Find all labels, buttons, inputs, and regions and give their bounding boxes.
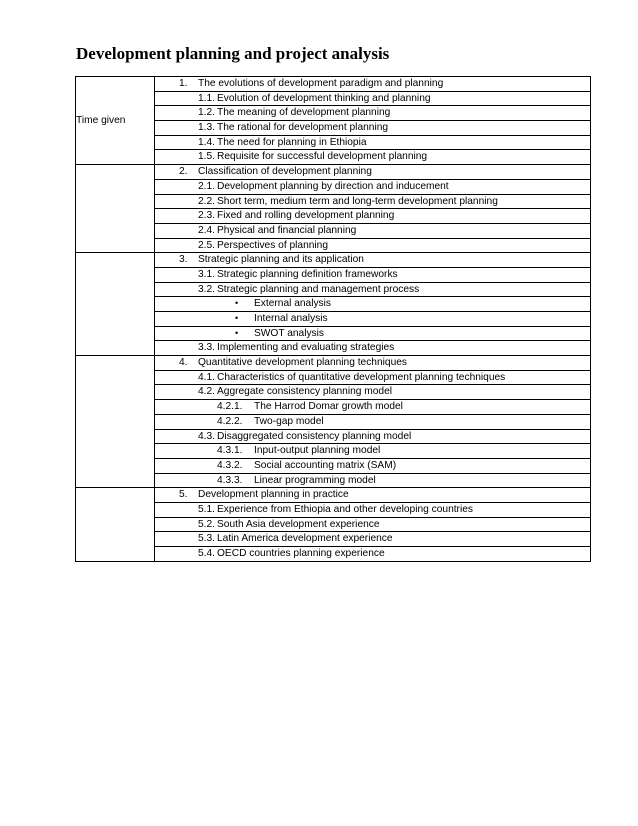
item-number: 3. <box>179 254 188 266</box>
item-text: Quantitative development planning techniques <box>198 357 407 369</box>
item-number: 2.1. <box>198 180 215 192</box>
outline-item <box>155 429 591 444</box>
item-text: Strategic planning and its application <box>198 254 364 266</box>
outline-item <box>155 150 591 165</box>
item-number: 4. <box>179 357 188 369</box>
item-text: Classification of development planning <box>198 166 372 178</box>
outline-item <box>155 209 591 224</box>
item-number: 5.1. <box>198 503 215 515</box>
item-text: Requisite for successful development planning <box>217 151 428 163</box>
item-text: Social accounting matrix (SAM) <box>254 459 397 471</box>
time-given-cell <box>76 77 155 165</box>
outline-item <box>155 502 591 517</box>
outline-item <box>155 488 591 503</box>
item-text: Perspectives of planning <box>217 239 328 251</box>
outline-item <box>155 400 591 415</box>
outline-item <box>155 121 591 136</box>
item-text: The meaning of development planning <box>217 107 391 119</box>
item-number: 1.2. <box>198 107 215 119</box>
item-text: Latin America development experience <box>217 533 393 545</box>
outline-item <box>155 473 591 488</box>
outline-item <box>155 135 591 150</box>
outline-item <box>155 223 591 238</box>
item-text: Short term, medium term and long-term development planning <box>217 195 498 207</box>
item-text: OECD countries planning experience <box>217 548 385 559</box>
item-text: Aggregate consistency planning model <box>217 386 392 398</box>
item-text: Disaggregated consistency planning model <box>217 430 412 442</box>
outline-row <box>76 356 591 371</box>
item-number: 2.3. <box>198 210 215 222</box>
outline-item <box>155 91 591 106</box>
outline-item <box>155 532 591 547</box>
item-number: 5.4. <box>198 548 215 559</box>
outline-item <box>155 253 591 268</box>
item-number: 1.1. <box>198 92 215 104</box>
outline-item <box>155 385 591 400</box>
outline-item <box>155 414 591 429</box>
item-number: 4.2.2. <box>217 415 243 427</box>
outline-item <box>155 458 591 473</box>
item-text: Implementing and evaluating strategies <box>217 342 395 354</box>
outline-item <box>155 517 591 532</box>
item-text: South Asia development experience <box>217 518 380 530</box>
item-number: 2.2. <box>198 195 215 207</box>
outline-row <box>76 77 591 92</box>
item-text: The evolutions of development paradigm and planning <box>198 78 444 89</box>
time-given-cell <box>76 488 155 561</box>
page-title: Development planning and project analysis <box>76 44 390 63</box>
item-text: The rational for development planning <box>217 122 389 134</box>
item-text: The Harrod Domar growth model <box>254 401 403 413</box>
item-number: 4.1. <box>198 371 215 383</box>
outline-item <box>155 547 591 562</box>
outline-item <box>155 194 591 209</box>
item-number: 3.3. <box>198 342 215 354</box>
item-number: 4.2. <box>198 386 215 398</box>
item-text: Fixed and rolling development planning <box>217 210 395 222</box>
item-number: 4.3.1. <box>217 445 243 457</box>
item-text: Internal analysis <box>254 313 328 324</box>
item-number: 4.3.2. <box>217 459 243 471</box>
bullet-marker: • <box>235 327 239 338</box>
item-text: Development planning in practice <box>198 489 349 501</box>
item-text: The need for planning in Ethiopia <box>217 136 367 148</box>
outline-item <box>155 282 591 297</box>
item-text: Physical and financial planning <box>217 224 357 236</box>
item-number: 2. <box>179 166 188 178</box>
item-text: Two-gap model <box>254 415 324 427</box>
item-number: 2.5. <box>198 239 215 251</box>
item-number: 1. <box>179 78 188 89</box>
time-given-label: Time given <box>76 114 126 126</box>
outline-item <box>155 444 591 459</box>
item-number: 1.3. <box>198 122 215 134</box>
item-text: SWOT analysis <box>254 327 325 339</box>
outline-item <box>155 326 591 341</box>
outline-row <box>76 165 591 180</box>
outline-item <box>155 341 591 356</box>
course-outline-table <box>75 76 591 562</box>
item-text: Strategic planning and management process <box>217 283 420 295</box>
item-text: Experience from Ethiopia and other developing countries <box>217 503 473 515</box>
item-text: Input-output planning model <box>254 445 381 457</box>
outline-item <box>155 267 591 282</box>
item-number: 5.2. <box>198 518 215 530</box>
item-number: 4.3.3. <box>217 474 243 486</box>
item-number: 1.4. <box>198 136 215 148</box>
outline-item <box>155 238 591 253</box>
item-number: 3.2. <box>198 283 215 295</box>
outline-item <box>155 370 591 385</box>
item-number: 2.4. <box>198 224 215 236</box>
item-text: External analysis <box>254 298 332 310</box>
outline-row <box>76 488 591 503</box>
time-given-cell <box>76 253 155 356</box>
outline-body <box>76 77 591 562</box>
item-number: 3.1. <box>198 268 215 280</box>
outline-item <box>155 297 591 312</box>
item-number: 4.3. <box>198 430 215 442</box>
bullet-marker: • <box>235 298 239 309</box>
outline-item <box>155 356 591 371</box>
outline-item <box>155 165 591 180</box>
outline-item <box>155 179 591 194</box>
item-number: 5. <box>179 489 188 501</box>
bullet-marker: • <box>235 313 239 323</box>
time-given-cell <box>76 356 155 488</box>
item-number: 4.2.1. <box>217 401 243 413</box>
item-number: 5.3. <box>198 533 215 545</box>
item-text: Strategic planning definition frameworks <box>217 268 398 280</box>
outline-item <box>155 106 591 121</box>
item-text: Evolution of development thinking and planning <box>217 92 431 104</box>
item-number: 1.5. <box>198 151 215 163</box>
outline-row <box>76 253 591 268</box>
time-given-cell <box>76 165 155 253</box>
outline-item <box>155 312 591 327</box>
item-text: Development planning by direction and inducement <box>217 180 449 192</box>
outline-item <box>155 77 591 92</box>
item-text: Characteristics of quantitative development planning techniques <box>217 371 506 383</box>
item-text: Linear programming model <box>254 474 376 486</box>
